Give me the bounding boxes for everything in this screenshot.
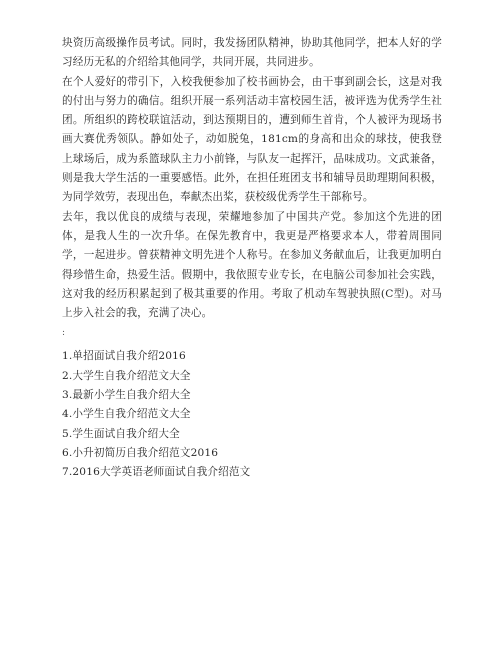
paragraph-hobbies: 在个人爱好的带引下，入校我便参加了校书画协会，由干事到副会长，这是对我的付出与努力的确信。组织开展一系列活动丰富校园生活，被评选为优秀学生社团。所组织的跨校联谊活动，到达预期目的，遭到师生首肯，个人被评为现场书画大赛优秀领队。静如处子，动如脱兔，181cm的身高和出众的球技，使我登上球场后，成为系篮球队主力小前锋，与队友一起挥汗，品味成功。文武兼备，则是我大学生活的一重要感悟。此外，在担任班团支书和辅导员助理期间积极，为同学效劳，表现出色，奉献杰出桨，获校级优秀学生干部称号。 [62,75,442,204]
related-link-1[interactable]: 1.单招面试自我介绍2016 [62,350,186,363]
separator-mark: : [62,328,66,339]
related-links-list [62,347,442,482]
related-link-4[interactable]: 4.小学生自我介绍范文大全 [62,408,191,421]
document-body [62,34,442,483]
paragraph-exam: 块资历高级操作员考试。同时，我发扬团队精神，协助其他同学，把本人好的学习经历无私的介绍给其他同学，共同开展，共同进步。 [62,37,442,69]
paragraph-party: 去年，我以优良的成绩与表现，荣耀地参加了中国共产党。参加这个先进的团体，是我人生的一次升华。在保先教育中，我更是严格要求本人，带着周围同学，一起进步。曾获精神文明先进个人称号。在参加义务献血后，让我更加明白得珍惜生命，热爱生活。假期中，我依照专业专长，在电脑公司参加社会实践，这对我的经历积累起到了极其重要的作用。考取了机动车驾驶执照(C型)。对马上步入社会的我，充满了决心。 [62,210,442,320]
related-link-7[interactable]: 7.2016大学英语老师面试自我介绍范文 [62,466,251,479]
related-link-5[interactable]: 5.学生面试自我介绍大全 [62,427,180,440]
related-link-6[interactable]: 6.小升初简历自我介绍范文2016 [62,446,219,459]
related-link-3[interactable]: 3.最新小学生自我介绍大全 [62,389,191,402]
related-link-2[interactable]: 2.大学生自我介绍范文大全 [62,369,191,382]
